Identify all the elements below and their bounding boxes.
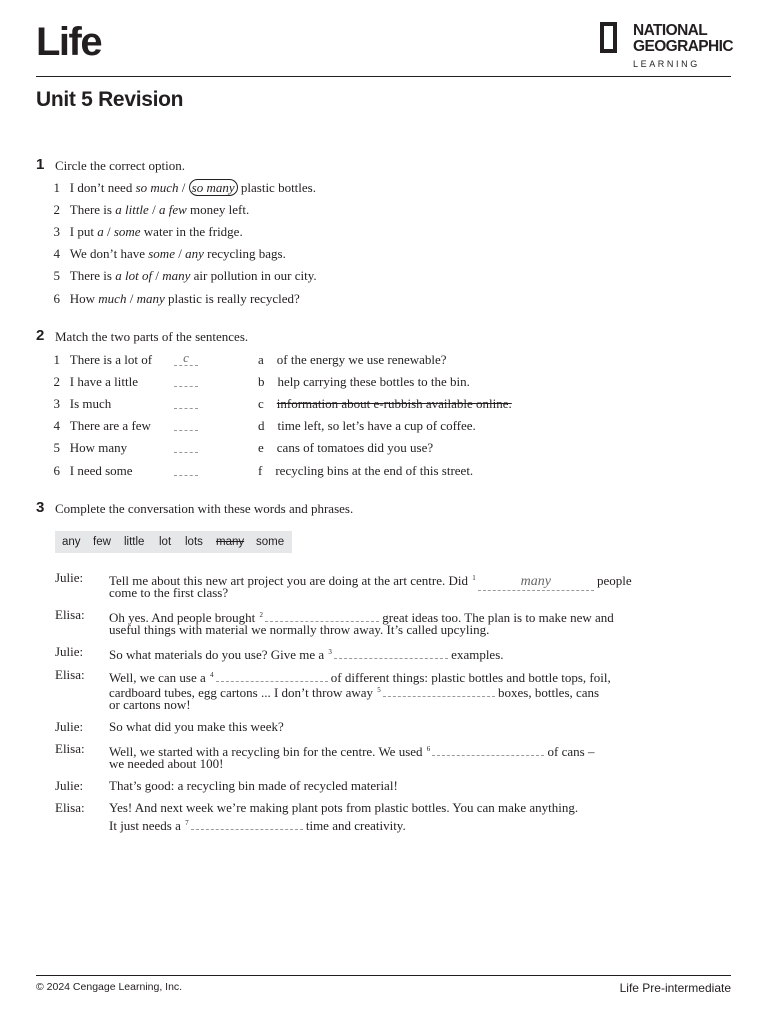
word-lots: lots [185,536,203,548]
speaker: Julie: [55,778,84,793]
dialogue-line: So what did you make this week? [109,719,284,734]
speaker: Elisa: [55,667,85,682]
exercise-2-instruction: Match the two parts of the sentences. [55,329,249,344]
dialogue-line: Well, we can use a $^4$ of different things: plastic bottles and bottle tops, foil, [109,670,611,685]
course-level: Life Pre-intermediate [619,981,731,995]
word-lot: lot [159,536,172,548]
dialogue-line: It just needs a $^7$ time and creativity. [109,818,406,833]
ex2-left-2: 2 I have a little [53,374,138,389]
speaker: Julie: [55,570,84,585]
ex1-item-4: 4 We don’t have some / any recycling bags. [53,246,286,261]
gap-7-input[interactable] [191,816,303,830]
ex1-item-2: 2 There is a little / a few money left. [53,202,250,217]
gap-2-input[interactable] [265,608,379,622]
ex2-right-c: c information about e-rubbish available online. [258,396,512,411]
dialogue-line: or cartons now! [109,697,191,712]
ex2-left-3: 3 Is much [53,396,112,411]
life-logo: Life [36,20,102,64]
footer-divider [36,975,731,976]
logo-geographic: GEOGRAPHIC [633,38,733,55]
speaker: Elisa: [55,741,85,756]
word-many: many [216,536,245,548]
speaker: Elisa: [55,607,85,622]
word-few: few [93,536,111,548]
ex2-answer-3[interactable] [174,408,198,409]
ex2-answer-2[interactable] [174,386,198,387]
ex2-right-a: a of the energy we use renewable? [258,352,447,367]
ex2-right-b: b help carrying these bottles to the bin. [258,374,470,389]
exercise-3-instruction: Complete the conversation with these words and phrases. [55,501,354,516]
logo-national: NATIONAL [633,22,708,39]
speaker: Elisa: [55,800,85,815]
ex2-right-f: f recycling bins at the end of this street. [258,463,474,478]
dialogue-line: Well, we started with a recycling bin for the centre. We used $^6$ of cans – [109,744,595,759]
exercise-1-number: 1 [36,156,45,173]
ex2-right-e: e cans of tomatoes did you use? [258,440,434,455]
header-divider [36,76,731,77]
ex1-item-1: 1 I don’t need so much / so many plastic bottles. [53,180,316,195]
ex1-item-3: 3 I put a / some water in the fridge. [53,224,243,239]
dialogue-line: Tell me about this new art project you are doing at the art centre. Did $^1$ many people [109,573,632,589]
ex2-left-1: 1 There is a lot of [53,352,153,367]
dialogue-line: we needed about 100! [109,756,224,771]
gap-3-input[interactable] [334,645,448,659]
ex2-left-5: 5 How many [53,440,128,455]
ex2-answer-6[interactable] [174,475,198,476]
dialogue-line: Oh yes. And people brought $^2$ great ideas too. The plan is to make new and [109,610,614,625]
ex1-item-5: 5 There is a lot of / many air pollution in our city. [53,268,317,283]
ex1-item-6: 6 How much / many plastic is really recycled? [53,291,300,306]
speaker: Julie: [55,719,84,734]
dialogue-line: useful things with material we normally throw away. It’s called upcyling. [109,622,490,637]
exercise-2-number: 2 [36,327,45,344]
gap-6-input[interactable] [432,742,544,756]
word-some: some [256,536,285,548]
ex2-answer-4[interactable] [174,430,198,431]
logo-learning: LEARNING [633,59,700,69]
gap-1-answer[interactable]: many [478,573,594,591]
ex2-answer-1[interactable]: c [174,350,198,366]
page-title: Unit 5 Revision [36,88,184,111]
dialogue-line: cardboard tubes, egg cartons ... I don’t throw away $^5$ boxes, bottles, cans [109,685,600,700]
circled-answer: so many [189,179,238,196]
ex2-right-d: d time left, so let’s have a cup of coffee. [258,418,476,433]
speaker: Julie: [55,644,84,659]
dialogue-line: That’s good: a recycling bin made of recycled material! [109,778,398,793]
copyright: © 2024 Cengage Learning, Inc. [36,981,183,993]
national-geographic-logo [600,21,732,71]
word-little: little [124,536,145,548]
ex2-left-6: 6 I need some [53,463,133,478]
gap-4-input[interactable] [216,668,328,682]
dialogue-line: come to the first class? [109,585,229,600]
gap-5-input[interactable] [383,683,495,697]
ex2-left-4: 4 There are a few [53,418,151,433]
ex2-answer-5[interactable] [174,452,198,453]
exercise-1-instruction: Circle the correct option. [55,158,185,173]
dialogue-line: So what materials do you use? Give me a $^3$ examples. [109,647,504,662]
exercise-3-number: 3 [36,499,45,516]
yellow-border-icon [600,22,617,53]
word-any: any [62,536,81,548]
dialogue-line: Yes! And next week we’re making plant pots from plastic bottles. You can make anything. [109,800,579,815]
